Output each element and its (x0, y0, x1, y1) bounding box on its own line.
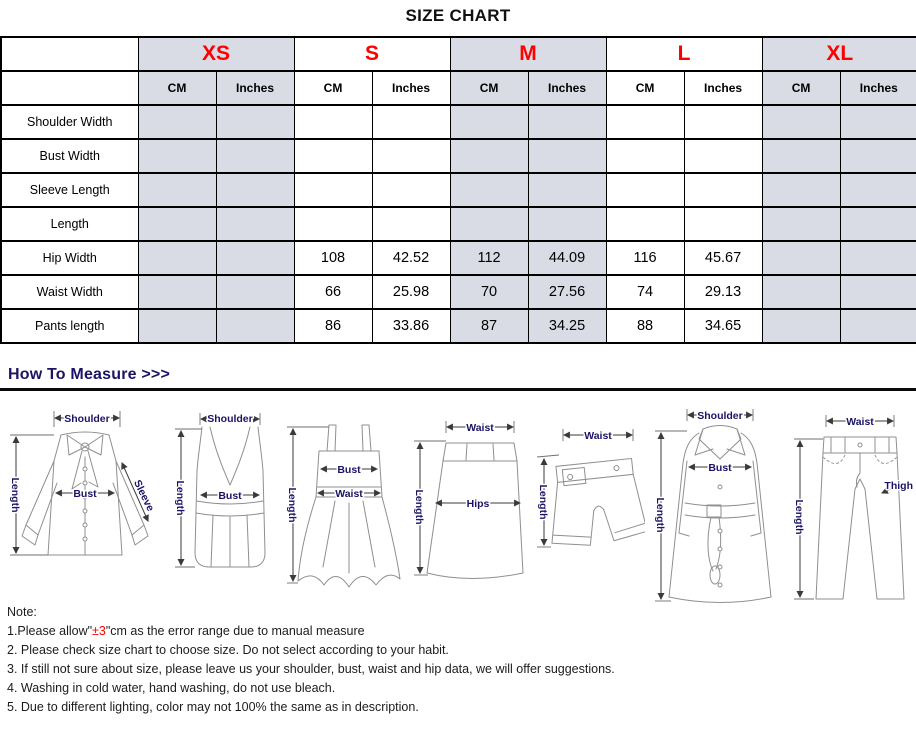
label-bust: Bust (337, 464, 361, 476)
size-value-cell (216, 241, 294, 275)
table-row (1, 105, 916, 139)
table-row (1, 207, 916, 241)
label-waist: Waist (846, 416, 874, 428)
unit-header-inches: Inches (840, 71, 916, 105)
size-value-cell: 108 (294, 241, 372, 275)
size-value-cell (138, 105, 216, 139)
notes-section (7, 603, 916, 717)
diagram-tank-top (169, 405, 283, 599)
diagram-dress (283, 417, 409, 613)
how-to-measure-heading: How To Measure >>> (8, 366, 171, 383)
size-value-cell (372, 105, 450, 139)
size-value-cell (372, 207, 450, 241)
size-value-cell (840, 173, 916, 207)
size-value-cell (840, 105, 916, 139)
table-row (1, 275, 916, 309)
size-value-cell: 27.56 (528, 275, 606, 309)
size-value-cell: 66 (294, 275, 372, 309)
size-value-cell (216, 309, 294, 343)
size-value-cell (216, 173, 294, 207)
unit-header-inches: Inches (684, 71, 762, 105)
size-value-cell (606, 173, 684, 207)
label-shoulder: Shoulder (697, 410, 744, 422)
size-value-cell (606, 139, 684, 173)
size-value-cell (762, 139, 840, 173)
unit-header-cm: CM (294, 71, 372, 105)
size-value-cell (762, 105, 840, 139)
size-value-cell (138, 241, 216, 275)
size-value-cell (450, 139, 528, 173)
label-bust: Bust (708, 462, 732, 474)
note-text-segment: 4. Washing in cold water, hand washing, do not use bleach. (7, 681, 336, 695)
unit-header-inches: Inches (528, 71, 606, 105)
size-value-cell (762, 173, 840, 207)
note-text-segment: ±3 (92, 624, 106, 638)
size-value-cell (528, 139, 606, 173)
unit-header-row (1, 71, 916, 105)
size-value-cell: 44.09 (528, 241, 606, 275)
size-value-cell (762, 241, 840, 275)
unit-header-cm: CM (138, 71, 216, 105)
notes-heading: Note: (7, 605, 37, 619)
size-value-cell (606, 105, 684, 139)
size-value-cell (450, 173, 528, 207)
note-text-segment: 2. Please check size chart to choose size. Do not select according to your habit. (7, 643, 449, 657)
size-value-cell: 33.86 (372, 309, 450, 343)
size-value-cell: 29.13 (684, 275, 762, 309)
label-waist: Waist (583, 430, 612, 442)
size-value-cell: 112 (450, 241, 528, 275)
label-length: Length (286, 487, 299, 523)
unit-header-cm: CM (606, 71, 684, 105)
size-value-cell: 88 (606, 309, 684, 343)
size-value-cell (840, 241, 916, 275)
label-shoulder: Shoulder (206, 413, 253, 425)
measurement-label: Bust Width (1, 139, 138, 173)
label-length: Length (9, 477, 21, 513)
label-bust: Bust (73, 488, 97, 500)
label-sleeve: Sleeve (131, 478, 157, 514)
size-value-cell: 70 (450, 275, 528, 309)
size-value-cell (216, 275, 294, 309)
table-row (1, 241, 916, 275)
diagram-skirt (410, 415, 532, 607)
size-value-cell (840, 207, 916, 241)
size-value-cell (372, 173, 450, 207)
size-value-cell (762, 207, 840, 241)
size-value-cell (294, 173, 372, 207)
size-value-cell (762, 275, 840, 309)
size-value-cell (216, 207, 294, 241)
label-length: Length (654, 497, 667, 533)
size-value-cell (450, 207, 528, 241)
table-row (1, 173, 916, 207)
size-value-cell (840, 275, 916, 309)
label-waist: Waist (466, 422, 494, 434)
label-hips: Hips (466, 498, 490, 510)
size-value-cell (528, 207, 606, 241)
size-value-cell (684, 173, 762, 207)
note-item (7, 698, 916, 717)
size-value-cell (216, 139, 294, 173)
size-value-cell: 116 (606, 241, 684, 275)
size-value-cell: 87 (450, 309, 528, 343)
size-value-cell: 25.98 (372, 275, 450, 309)
size-value-cell: 86 (294, 309, 372, 343)
size-value-cell (684, 207, 762, 241)
unit-header-inches: Inches (216, 71, 294, 105)
size-header-xl: XL (762, 37, 916, 71)
diagram-pants (786, 409, 914, 607)
size-value-cell (528, 105, 606, 139)
size-value-cell: 34.25 (528, 309, 606, 343)
table-row (1, 309, 916, 343)
size-value-cell (138, 173, 216, 207)
size-value-cell: 42.52 (372, 241, 450, 275)
note-text-segment: 5. Due to different lighting, color may not 100% the same as in description. (7, 700, 419, 714)
size-value-cell (528, 173, 606, 207)
size-value-cell (762, 309, 840, 343)
diagram-blouse (2, 405, 168, 599)
size-value-cell (450, 105, 528, 139)
size-header-m: M (450, 37, 606, 71)
size-value-cell (138, 309, 216, 343)
measurement-label: Waist Width (1, 275, 138, 309)
measure-diagrams (0, 391, 916, 599)
size-value-cell: 34.65 (684, 309, 762, 343)
size-value-cell (294, 139, 372, 173)
size-header-xs: XS (138, 37, 294, 71)
unit-header-cm: CM (762, 71, 840, 105)
note-item (7, 679, 916, 698)
corner-cell (1, 37, 138, 71)
note-text-segment: 3. If still not sure about size, please leave us your shoulder, bust, waist and hip data, we will offer suggestions. (7, 662, 615, 676)
note-text-segment: "cm as the error range due to manual measure (105, 624, 365, 638)
size-header-s: S (294, 37, 450, 71)
diagram-coat (645, 405, 785, 611)
size-value-cell (294, 105, 372, 139)
measurement-label: Shoulder Width (1, 105, 138, 139)
note-item (7, 622, 916, 641)
measurement-label: Hip Width (1, 241, 138, 275)
measurement-label: Length (1, 207, 138, 241)
size-value-cell (138, 207, 216, 241)
size-value-cell (138, 275, 216, 309)
label-waist: Waist (335, 488, 364, 500)
size-header-row (1, 37, 916, 71)
size-value-cell: 74 (606, 275, 684, 309)
size-value-cell (684, 139, 762, 173)
size-value-cell (684, 105, 762, 139)
label-shoulder: Shoulder (64, 413, 110, 425)
note-item (7, 641, 916, 660)
size-value-cell (294, 207, 372, 241)
label-length: Length (536, 484, 549, 520)
unit-header-inches: Inches (372, 71, 450, 105)
measurement-label: Sleeve Length (1, 173, 138, 207)
note-item (7, 660, 916, 679)
size-value-cell (840, 139, 916, 173)
size-value-cell (216, 105, 294, 139)
page-title: SIZE CHART (405, 6, 511, 25)
note-text-segment: 1.Please allow" (7, 624, 93, 638)
size-value-cell (372, 139, 450, 173)
size-value-cell (606, 207, 684, 241)
corner-cell (1, 71, 138, 105)
unit-header-cm: CM (450, 71, 528, 105)
diagram-shorts (533, 423, 645, 607)
label-length: Length (792, 499, 805, 535)
size-value-cell (840, 309, 916, 343)
size-header-l: L (606, 37, 762, 71)
size-value-cell: 45.67 (684, 241, 762, 275)
table-row (1, 139, 916, 173)
size-value-cell (138, 139, 216, 173)
label-thigh: Thigh (884, 480, 913, 492)
label-length: Length (412, 489, 425, 525)
size-chart-table (0, 36, 916, 344)
label-length: Length (173, 480, 186, 516)
measurement-label: Pants length (1, 309, 138, 343)
label-bust: Bust (217, 490, 242, 502)
